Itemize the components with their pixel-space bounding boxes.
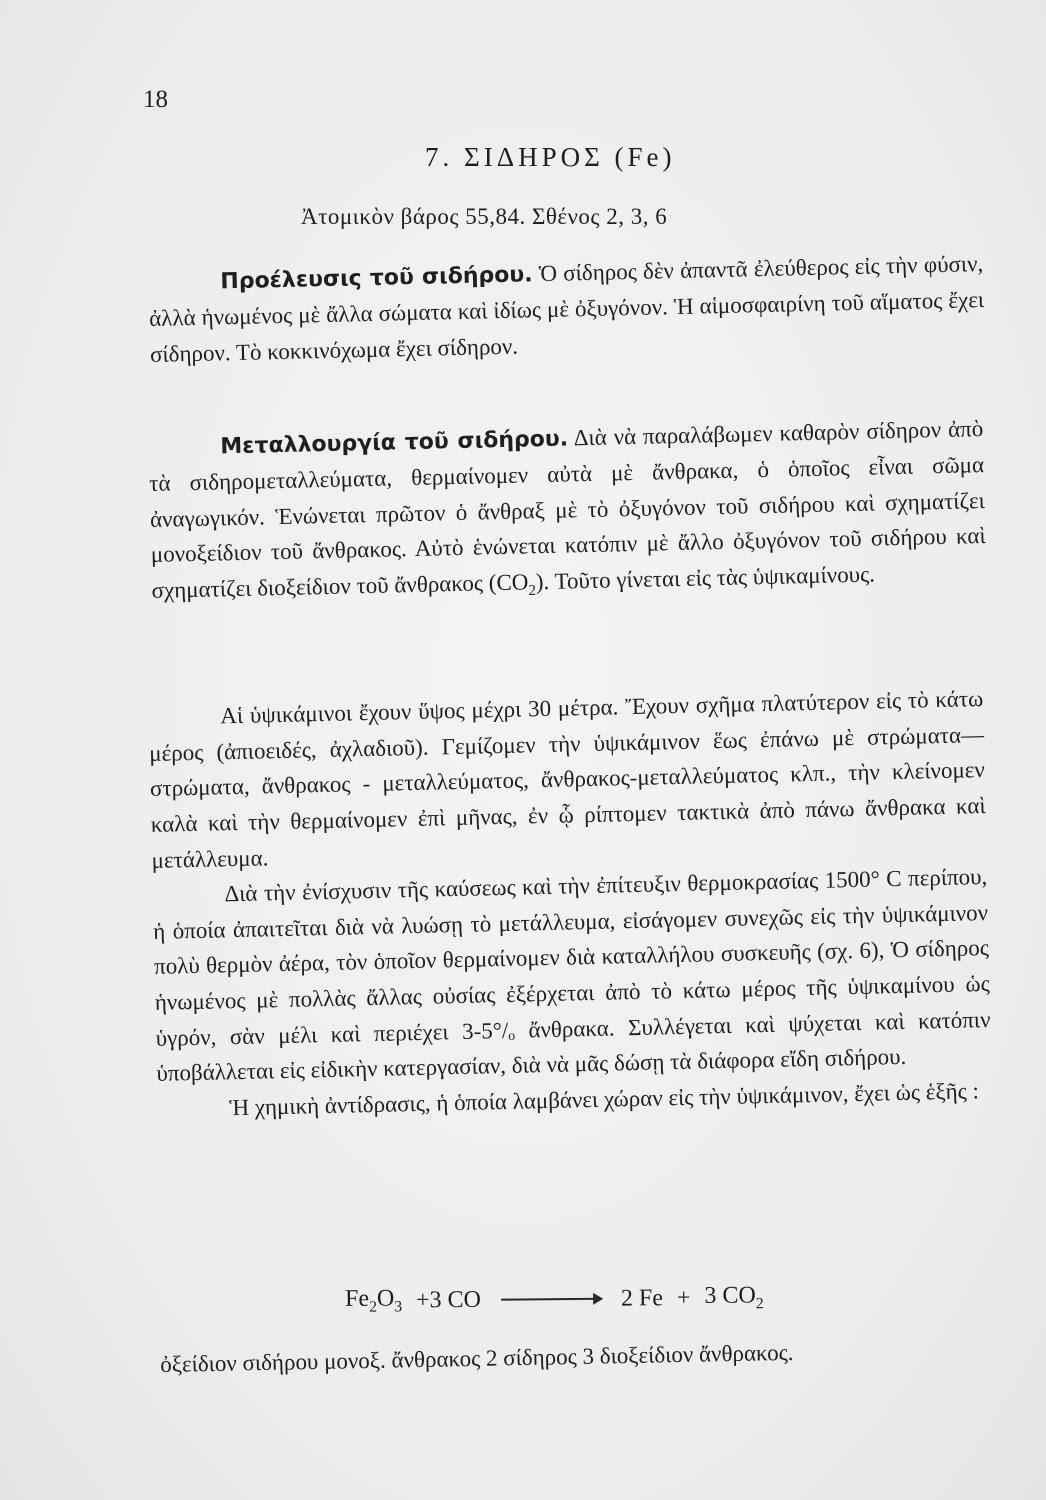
origin-section [148, 246, 985, 372]
origin-text: Ὁ σίδηρος δὲν ἀπαντᾶ ἐλεύθερος εἰς τὴν φύσιν, ἀλλὰ ἡνωμένος μὲ ἄλλα σώματα καὶ ἰδίως μὲ ὀξυγόνον. Ἡ αἱμοσφαιρίνη τοῦ αἵματος ἔχει σίδηρον. Τὸ κοκκινόχωμα ἔχει σίδηρον. [148, 251, 985, 367]
atomic-info: Ἀτομικὸν βάρος 55,84. Σθένος 2, 3, 6 [301, 204, 668, 229]
reaction-intro-paragraph: Ἡ χημικὴ ἀντίδρασις, ἡ ὁποία λαμβάνει χώραν εἰς τὴν ὑψικάμινον, ἔχει ὡς ἑξῆς : [228, 1078, 980, 1121]
equation-legend: ὀξείδιον σιδήρου μονοξ. ἄνθρακος 2 σίδηρος 3 διοξείδιον ἄνθρακος. [160, 1339, 794, 1377]
equation-product-co2: 3 $CO_2$ [704, 1282, 764, 1313]
equation-reactant-iron-oxide: $Fe_2O_3$ [345, 1285, 403, 1316]
combustion-paragraph: Διὰ τὴν ἐνίσχυσιν τῆς καύσεως καὶ τὴν ἐπίτευξιν θερμοκρασίας 1500° C περίπου, ἡ ὁποία ἀπαιτεῖται διὰ νὰ λυώσῃ τὸ μετάλλευμα, εἰσάγομεν συνεχῶς εἰς τὴν ὑψικάμινον πολὺ θερμὸν ἀέρα, τὸν ὁποῖον θερμαίνομεν διὰ καταλλήλου συσκευῆς (σχ. 6), Ὁ σίδηρος ἡνωμένος μὲ πολλὰς ἄλλας οὐσίας ἐξέρχεται ἀπὸ τὸ κάτω μέρος τῆς ὑψικαμίνου ὡς ὑγρόν, σὰν μέλι καὶ περιέχει 3-5°/ₒ ἄνθρακα. Συλλέγεται καὶ ψύχεται καὶ κατόπιν ὑποβάλλεται εἰς εἰδικὴν κατεργασίαν, διὰ νὰ μᾶς δώσῃ τὰ διάφορα εἴδη σιδήρου. [152, 864, 991, 1087]
metallurgy-section [148, 411, 987, 612]
chemical-equation [345, 1282, 764, 1316]
metallurgy-text-1: Διὰ νὰ παραλάβωμεν καθαρὸν σίδηρον ἀπὸ τὰ σιδηρομεταλλεύματα, θερμαίνομεν αὐτὰ μὲ ἄνθρακα, ὁ ὁποῖος εἶναι σῶμα ἀναγωγικόν. Ἑνώνεται πρῶτον ὁ ἄνθραξ μὲ τὸ ὀξυγόνον τοῦ σιδήρου καὶ σχηματίζει μονοξείδιον τοῦ ἄνθρακος. Αὐτὸ ἑνώνεται κατόπιν μὲ ἄλλο ὀξυγόνον τοῦ σιδήρου καὶ σχηματίζει διοξείδιον τοῦ ἄνθρακος (CO [148, 416, 986, 603]
origin-heading: Προέλευσις τοῦ σιδήρου. [220, 262, 533, 295]
metallurgy-text-2: ). Τοῦτο γίνεται εἰς τὰς ὑψικαμίνους. [535, 561, 876, 595]
co2-subscript: 2 [528, 582, 537, 600]
furnace-section [148, 681, 992, 1128]
chapter-title: 7. ΣΙΔΗΡΟΣ (Fe) [425, 142, 676, 172]
equation-product-iron: 2 Fe [620, 1285, 664, 1312]
page-number: 18 [143, 86, 168, 113]
metallurgy-paragraph [148, 411, 987, 612]
equation-reactant-co: +3 CO [415, 1286, 482, 1314]
origin-paragraph [148, 246, 985, 372]
metallurgy-heading: Μεταλλουργία τοῦ σιδήρου. [220, 426, 569, 460]
furnace-paragraph: Αἱ ὑψικάμινοι ἔχουν ὕψος μέχρι 30 μέτρα. Ἔχουν σχῆμα πλατύτερον εἰς τὸ κάτω μέρος (ἀπιοειδές, ἀχλαδιοῦ). Γεμίζομεν τὴν ὑψικάμινον ἕως ἐπάνω μὲ στρώματα—στρώματα, ἄνθρακος - μεταλλεύματος, ἄνθρακος-μεταλλεύματος κλπ., τὴν κλείνομεν καλὰ καὶ τὴν θερμαίνομεν ἐπὶ μῆνας, ἐν ᾧ ρίπτομεν τακτικὰ ἀπὸ πάνω ἄνθρακα καὶ μετάλλευμα. [148, 686, 986, 873]
reaction-arrow-icon [501, 1298, 601, 1301]
equation-plus: + [676, 1284, 691, 1311]
